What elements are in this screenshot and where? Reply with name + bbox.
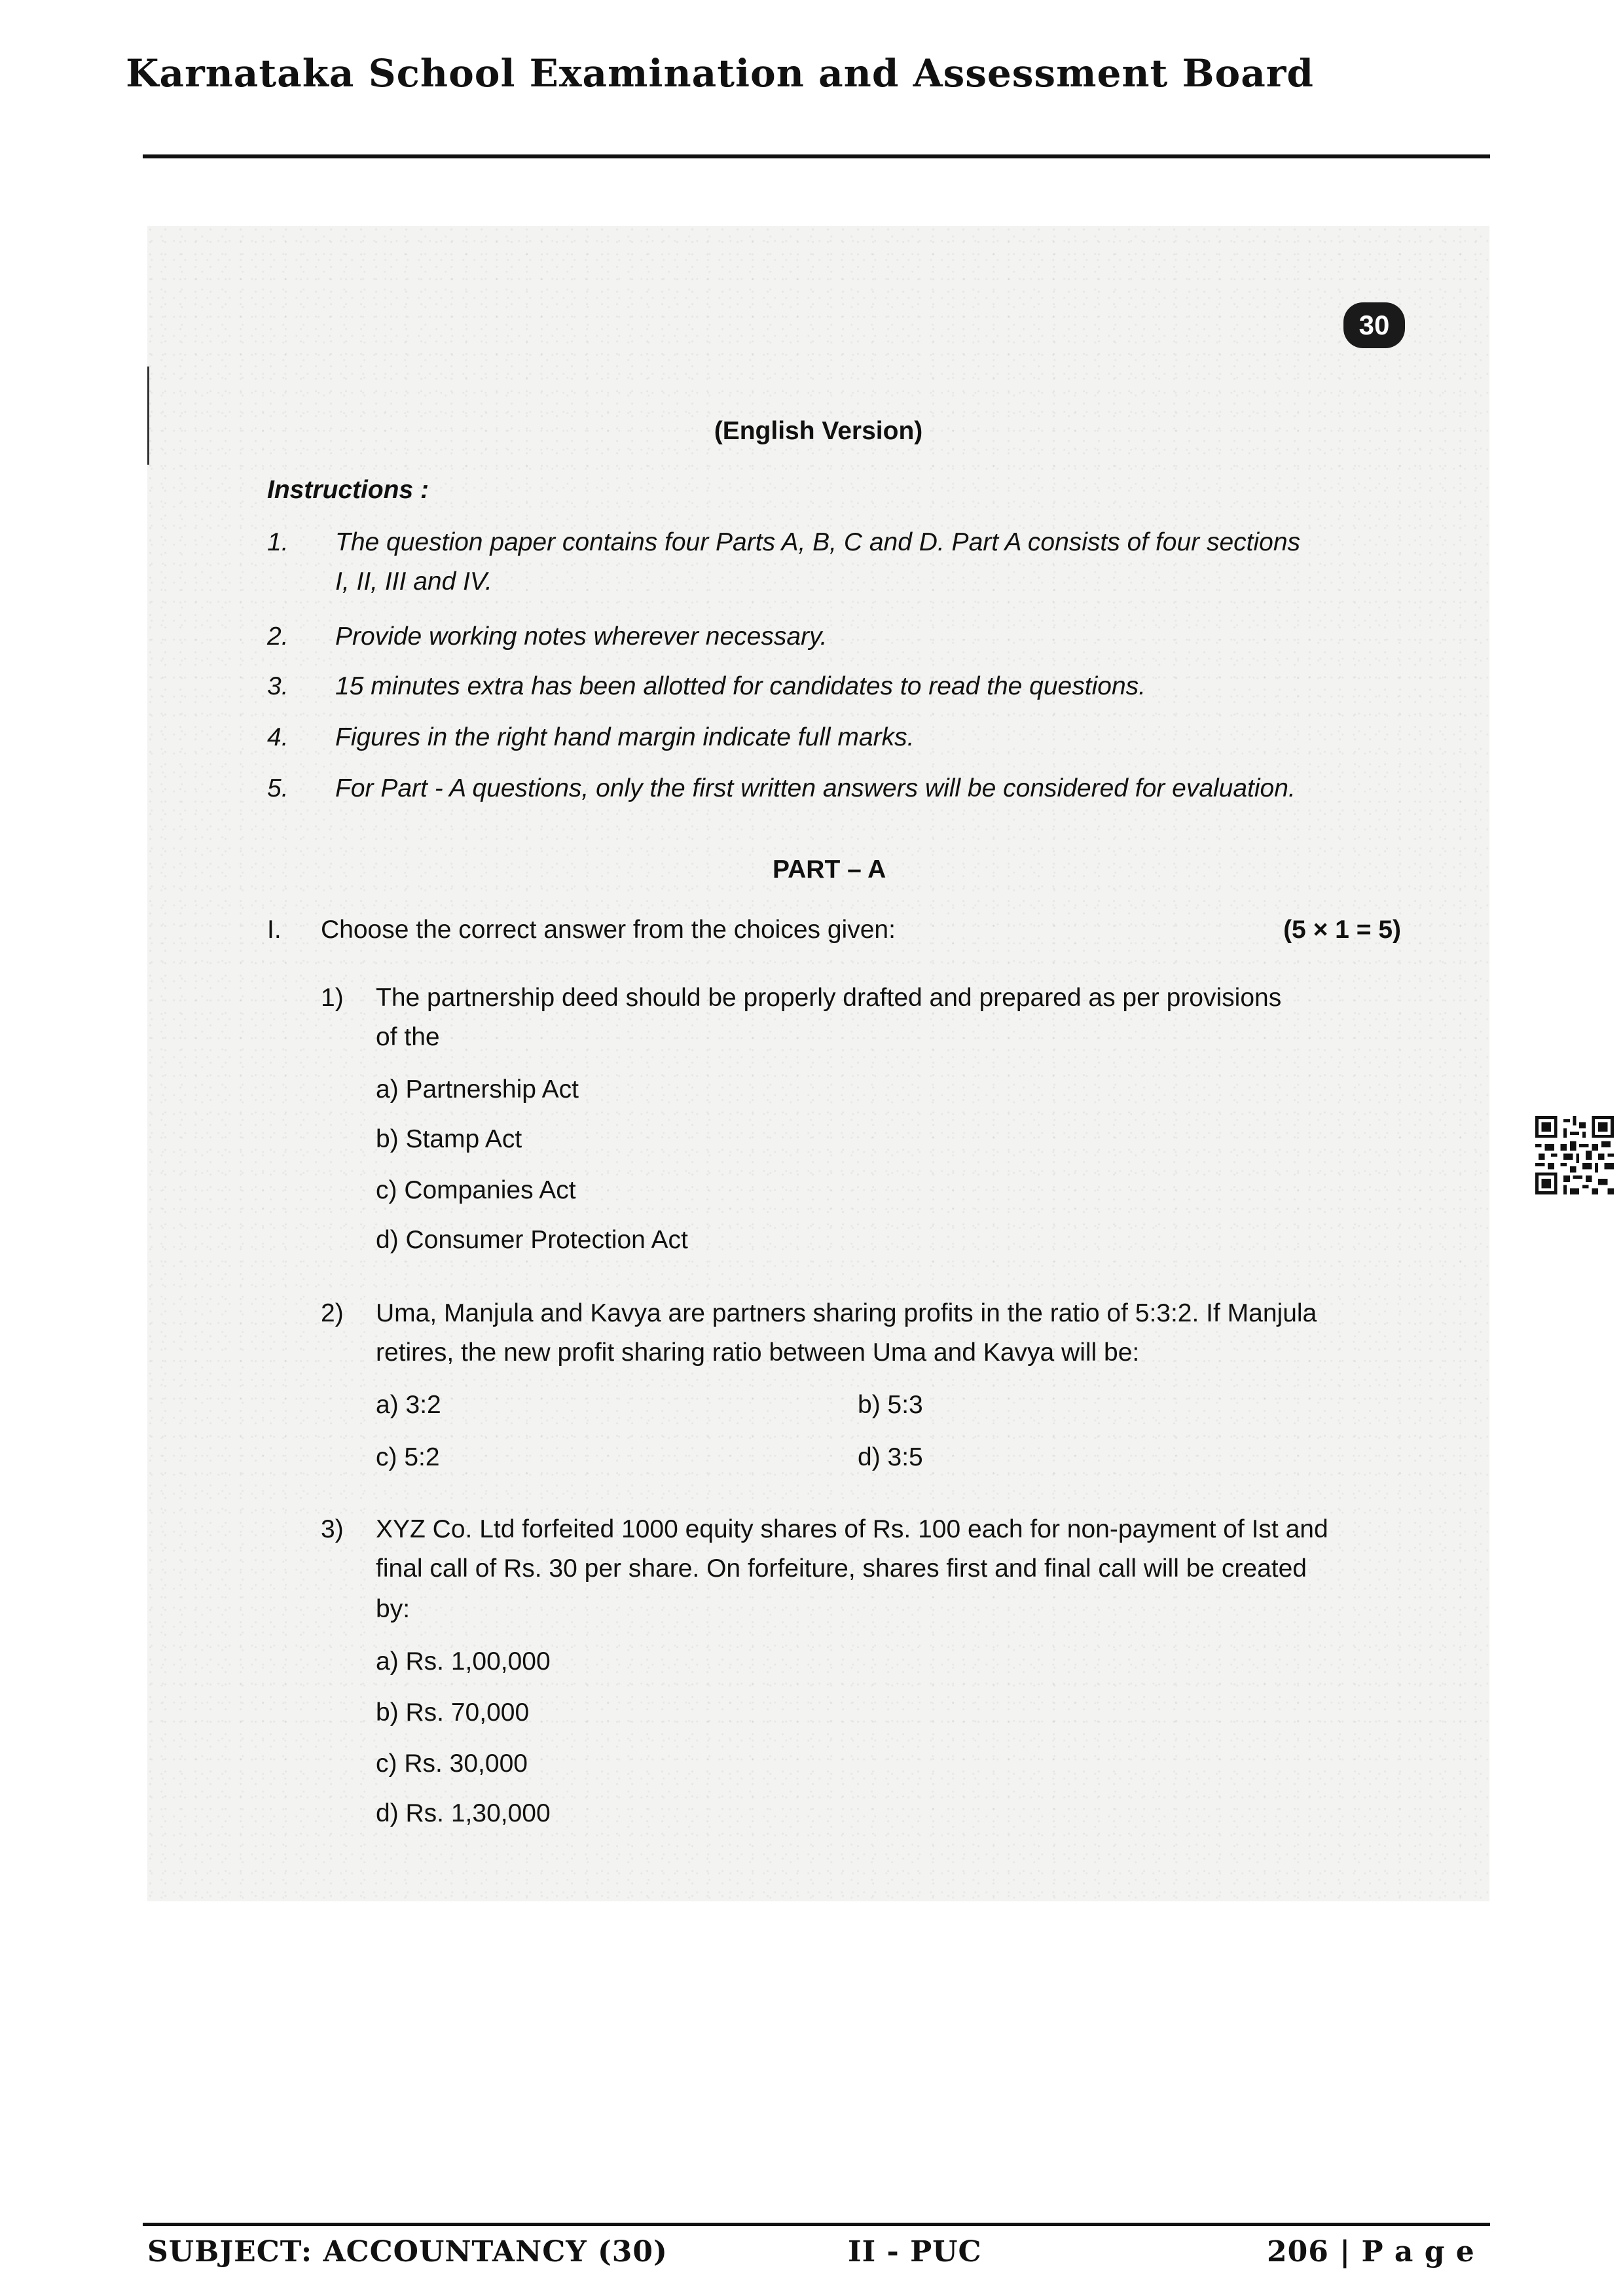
instruction-number: 2. [267, 622, 289, 651]
section-instruction: Choose the correct answer from the choices given: [321, 916, 896, 944]
question-number: 2) [321, 1299, 344, 1327]
option: c) 5:2 [376, 1443, 440, 1471]
option: d) Consumer Protection Act [376, 1226, 688, 1254]
footer-page-number: 206 | P a g e [1267, 2235, 1475, 2269]
instruction-text: For Part - A questions, only the first written answers will be considered for evaluation. [335, 774, 1296, 802]
footer-class: II - PUC [848, 2235, 982, 2269]
section-marks: (5 × 1 = 5) [1283, 916, 1401, 944]
question-number: 1) [321, 984, 344, 1012]
instruction-number: 4. [267, 723, 289, 751]
scan-margin-line [147, 367, 149, 465]
option: c) Rs. 30,000 [376, 1749, 528, 1778]
section-number: I. [267, 916, 282, 944]
board-title: Karnataka School Examination and Assessment Board [126, 51, 1314, 96]
instruction-text: Figures in the right hand margin indicate full marks. [335, 723, 915, 751]
footer-subject: SUBJECT: ACCOUNTANCY (30) [147, 2235, 668, 2269]
option: d) Rs. 1,30,000 [376, 1799, 551, 1827]
instruction-number: 3. [267, 672, 289, 700]
instruction-text: 15 minutes extra has been allotted for candidates to read the questions. [335, 672, 1146, 700]
instruction-text: Provide working notes wherever necessary. [335, 622, 828, 651]
header-divider [143, 154, 1490, 158]
question-text: XYZ Co. Ltd forfeited 1000 equity shares of Rs. 100 each for non-payment of Ist and [376, 1515, 1328, 1543]
instruction-number: 1. [267, 528, 289, 556]
footer-divider [143, 2223, 1490, 2226]
option: d) 3:5 [858, 1443, 923, 1471]
qr-code-icon [1535, 1116, 1614, 1194]
version-label: (English Version) [714, 417, 923, 445]
option: c) Companies Act [376, 1176, 576, 1204]
question-text: The partnership deed should be properly drafted and prepared as per provisions [376, 984, 1282, 1012]
instructions-heading: Instructions : [267, 476, 429, 504]
paper-code-badge: 30 [1343, 302, 1405, 348]
instruction-text: I, II, III and IV. [335, 567, 492, 596]
option: b) Stamp Act [376, 1125, 522, 1153]
part-a-heading: PART – A [773, 855, 886, 884]
question-text: of the [376, 1023, 440, 1051]
question-text: Uma, Manjula and Kavya are partners sharing profits in the ratio of 5:3:2. If Manjula [376, 1299, 1317, 1327]
instruction-text: The question paper contains four Parts A, B, C and D. Part A consists of four sections [335, 528, 1301, 556]
option: a) Rs. 1,00,000 [376, 1647, 551, 1676]
question-text: by: [376, 1595, 410, 1623]
question-text: retires, the new profit sharing ratio between Uma and Kavya will be: [376, 1338, 1140, 1367]
question-number: 3) [321, 1515, 344, 1543]
instruction-number: 5. [267, 774, 289, 802]
question-text: final call of Rs. 30 per share. On forfeiture, shares first and final call will be created [376, 1554, 1307, 1583]
option: a) 3:2 [376, 1391, 441, 1419]
option: b) 5:3 [858, 1391, 923, 1419]
option: b) Rs. 70,000 [376, 1698, 530, 1727]
option: a) Partnership Act [376, 1075, 579, 1103]
